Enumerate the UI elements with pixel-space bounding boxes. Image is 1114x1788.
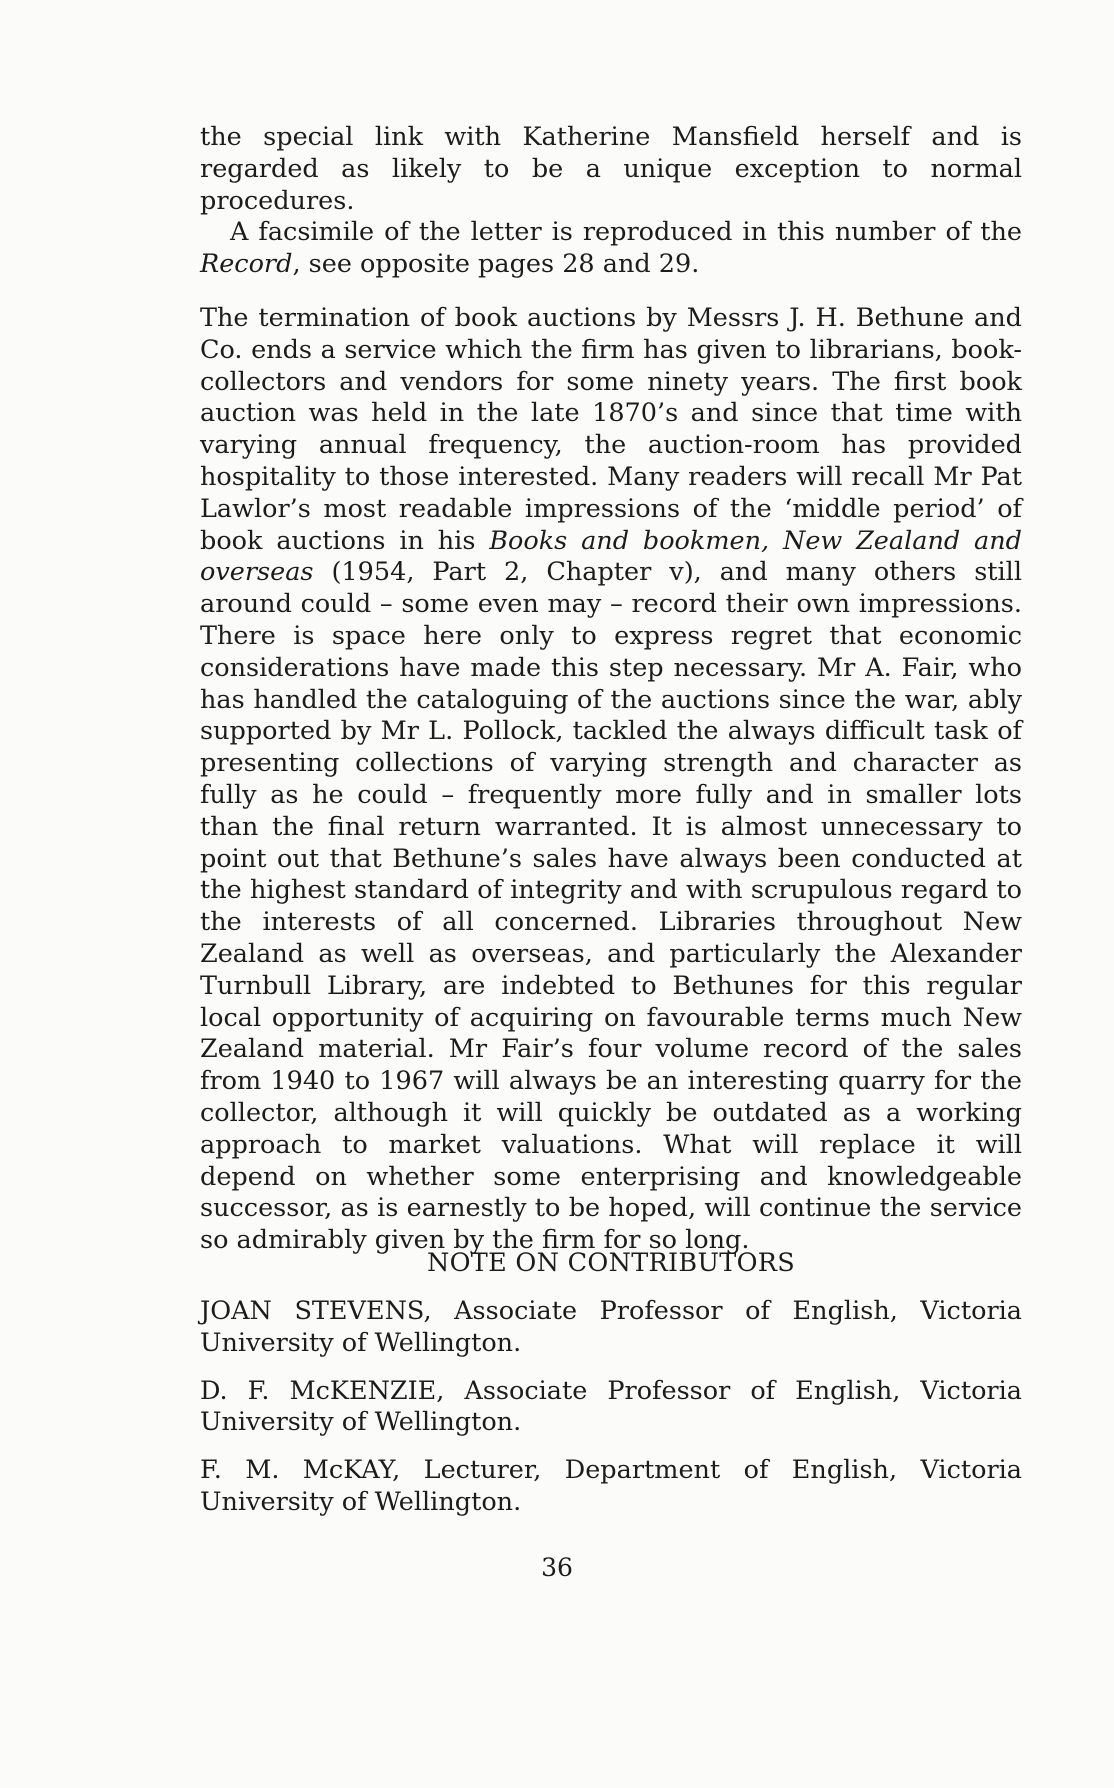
paragraph-continuation: the special link with Katherine Mansfield herself and is regarded as likely to be a unique exception to normal procedures. [200, 122, 1022, 216]
contributors-heading: NOTE ON CONTRIBUTORS [426, 1248, 796, 1278]
record-title: Record [200, 249, 293, 280]
contributor-entry: JOAN STEVENS, Associate Professor of English, Victoria University of Wellington. [200, 1296, 1022, 1358]
main-text [200, 122, 1022, 1257]
contributors-list [200, 1296, 1022, 1535]
contributor-entry: F. M. McKAY, Lecturer, Department of English, Victoria University of Wellington. [200, 1455, 1022, 1517]
contributor-entry: D. F. McKENZIE, Associate Professor of English, Victoria University of Wellington. [200, 1375, 1022, 1438]
book-title: Books and bookmen, New Zealand and overseas [200, 525, 1022, 588]
paragraph-facsimile: A facsimile of the letter is reproduced in this number of the Record, see opposite pages 28 and 29. [200, 217, 1022, 280]
paragraph-bethune-auctions: The termination of book auctions by Messrs J. H. Bethune and Co. ends a service which the firm has given to librarians, book-collectors and vendors for some ninety years. The first book auction was held in the late 1870’s and since that time with varying annual frequency, the auction-room has provided hospitality to those interested. Many readers will recall Mr Pat Lawlor’s most readable impressions of the ‘middle period’ of book auctions in his Books and bookmen, New Zealand and overseas (1954, Part 2, Chapter v), and many others still around could – some even may – record their own impressions. There is space here only to express regret that economic considerations have made this step necessary. Mr A. Fair, who has handled the cataloguing of the auctions since the war, ably supported by Mr L. Pollock, tackled the always difficult task of presenting collections of varying strength and character as fully as he could – frequently more fully and in smaller lots than the final return warranted. It is almost unnecessary to point out that Bethune’s sales have always been conducted at the highest standard of integrity and with scrupulous regard to the interests of all concerned. Libraries throughout New Zealand as well as overseas, and particularly the Alexander Turnbull Library, are indebted to Bethunes for this regular local opportunity of acquiring on favourable terms much New Zealand material. Mr Fair’s four volume record of the sales from 1940 to 1967 will always be an interesting quarry for the collector, although it will quickly be outdated as a working approach to market valuations. What will replace it will depend on whether some enterprising and knowledgeable successor, as is earnestly to be hoped, will continue the service so admirably given by the firm for so long. [200, 302, 1022, 1256]
page-number: 36 [541, 1553, 573, 1582]
